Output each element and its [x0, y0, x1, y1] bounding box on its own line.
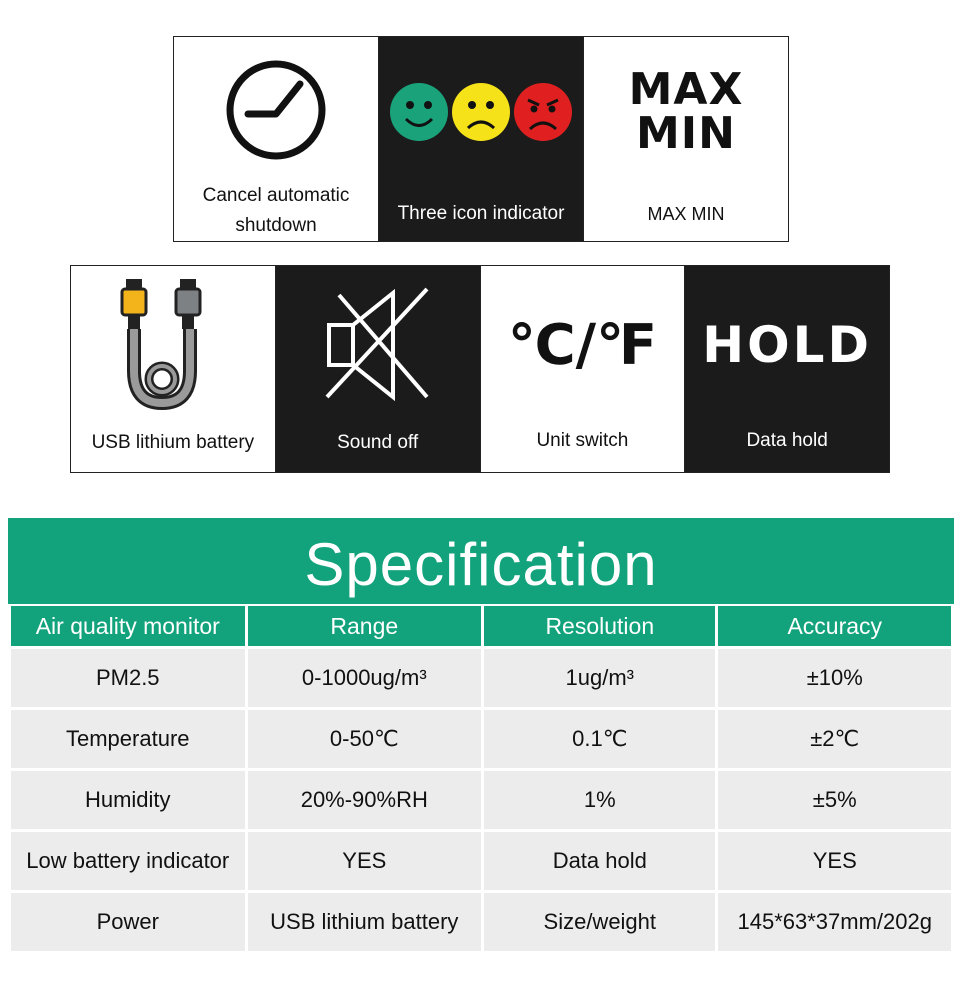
- table-cell: 1%: [484, 771, 715, 829]
- icon-area: [379, 37, 583, 187]
- table-cell: Size/weight: [484, 893, 715, 951]
- table-cell: ±5%: [718, 771, 951, 829]
- feature-tile-auto-shutdown: [174, 37, 379, 241]
- feature-tile-data-hold: [685, 266, 889, 472]
- table-cell: Data hold: [484, 832, 715, 890]
- speaker-mute-icon: [323, 285, 433, 405]
- table-row: [11, 893, 951, 951]
- header-cell: Accuracy: [718, 606, 951, 646]
- max-min-icon: [628, 64, 744, 159]
- table-cell: Temperature: [11, 710, 245, 768]
- unit-switch-icon: ℃/℉: [507, 312, 657, 378]
- table-cell: PM2.5: [11, 649, 245, 707]
- hold-icon: HOLD: [702, 316, 872, 374]
- feature-tile-usb-battery: [71, 266, 276, 472]
- table-row: [11, 771, 951, 829]
- icon-area: [71, 266, 275, 424]
- clock-off-icon: [224, 58, 328, 162]
- min-text: MIN: [636, 108, 736, 159]
- spec-title: Specification: [8, 518, 954, 604]
- header-cell: Air quality monitor: [11, 606, 245, 646]
- specification-section: [8, 518, 954, 954]
- feature-label: USB lithium battery: [91, 432, 255, 453]
- feature-label: Cancel automatic shutdown: [202, 185, 350, 236]
- feature-tile-max-min: [584, 37, 788, 241]
- table-row: [11, 649, 951, 707]
- table-cell: Humidity: [11, 771, 245, 829]
- table-cell: 0.1℃: [484, 710, 715, 768]
- icon-area: [276, 266, 480, 424]
- table-cell: YES: [248, 832, 482, 890]
- table-cell: USB lithium battery: [248, 893, 482, 951]
- feature-label: Data hold: [746, 430, 828, 451]
- table-cell: Power: [11, 893, 245, 951]
- table-row: [11, 710, 951, 768]
- spec-header-row: [11, 606, 951, 646]
- usb-cable-icon: [118, 275, 228, 415]
- max-text: MAX: [628, 64, 744, 115]
- table-cell: 0-50℃: [248, 710, 482, 768]
- feature-tile-three-icon: [379, 37, 584, 241]
- table-cell: 0-1000ug/m³: [248, 649, 482, 707]
- feature-label: Unit switch: [536, 430, 629, 451]
- table-cell: 1ug/m³: [484, 649, 715, 707]
- feature-tile-unit-switch: [481, 266, 686, 472]
- icon-area: [481, 266, 685, 424]
- feature-row-bottom: [70, 265, 890, 473]
- table-cell: 145*63*37mm/202g: [718, 893, 951, 951]
- header-cell: Range: [248, 606, 482, 646]
- feature-row-top: [173, 36, 789, 242]
- header-cell: Resolution: [484, 606, 715, 646]
- table-cell: ±2℃: [718, 710, 951, 768]
- icon-area: [584, 37, 788, 187]
- feature-tile-sound-off: [276, 266, 481, 472]
- table-row: [11, 832, 951, 890]
- icon-area: [685, 266, 889, 424]
- icon-area: [174, 37, 378, 183]
- smiley-faces-icon: [388, 81, 574, 143]
- table-cell: Low battery indicator: [11, 832, 245, 890]
- feature-label: Three icon indicator: [397, 203, 565, 224]
- table-cell: 20%-90%RH: [248, 771, 482, 829]
- feature-label: MAX MIN: [647, 204, 725, 224]
- feature-label: Sound off: [337, 432, 419, 453]
- spec-table: [8, 603, 954, 954]
- table-cell: ±10%: [718, 649, 951, 707]
- table-cell: YES: [718, 832, 951, 890]
